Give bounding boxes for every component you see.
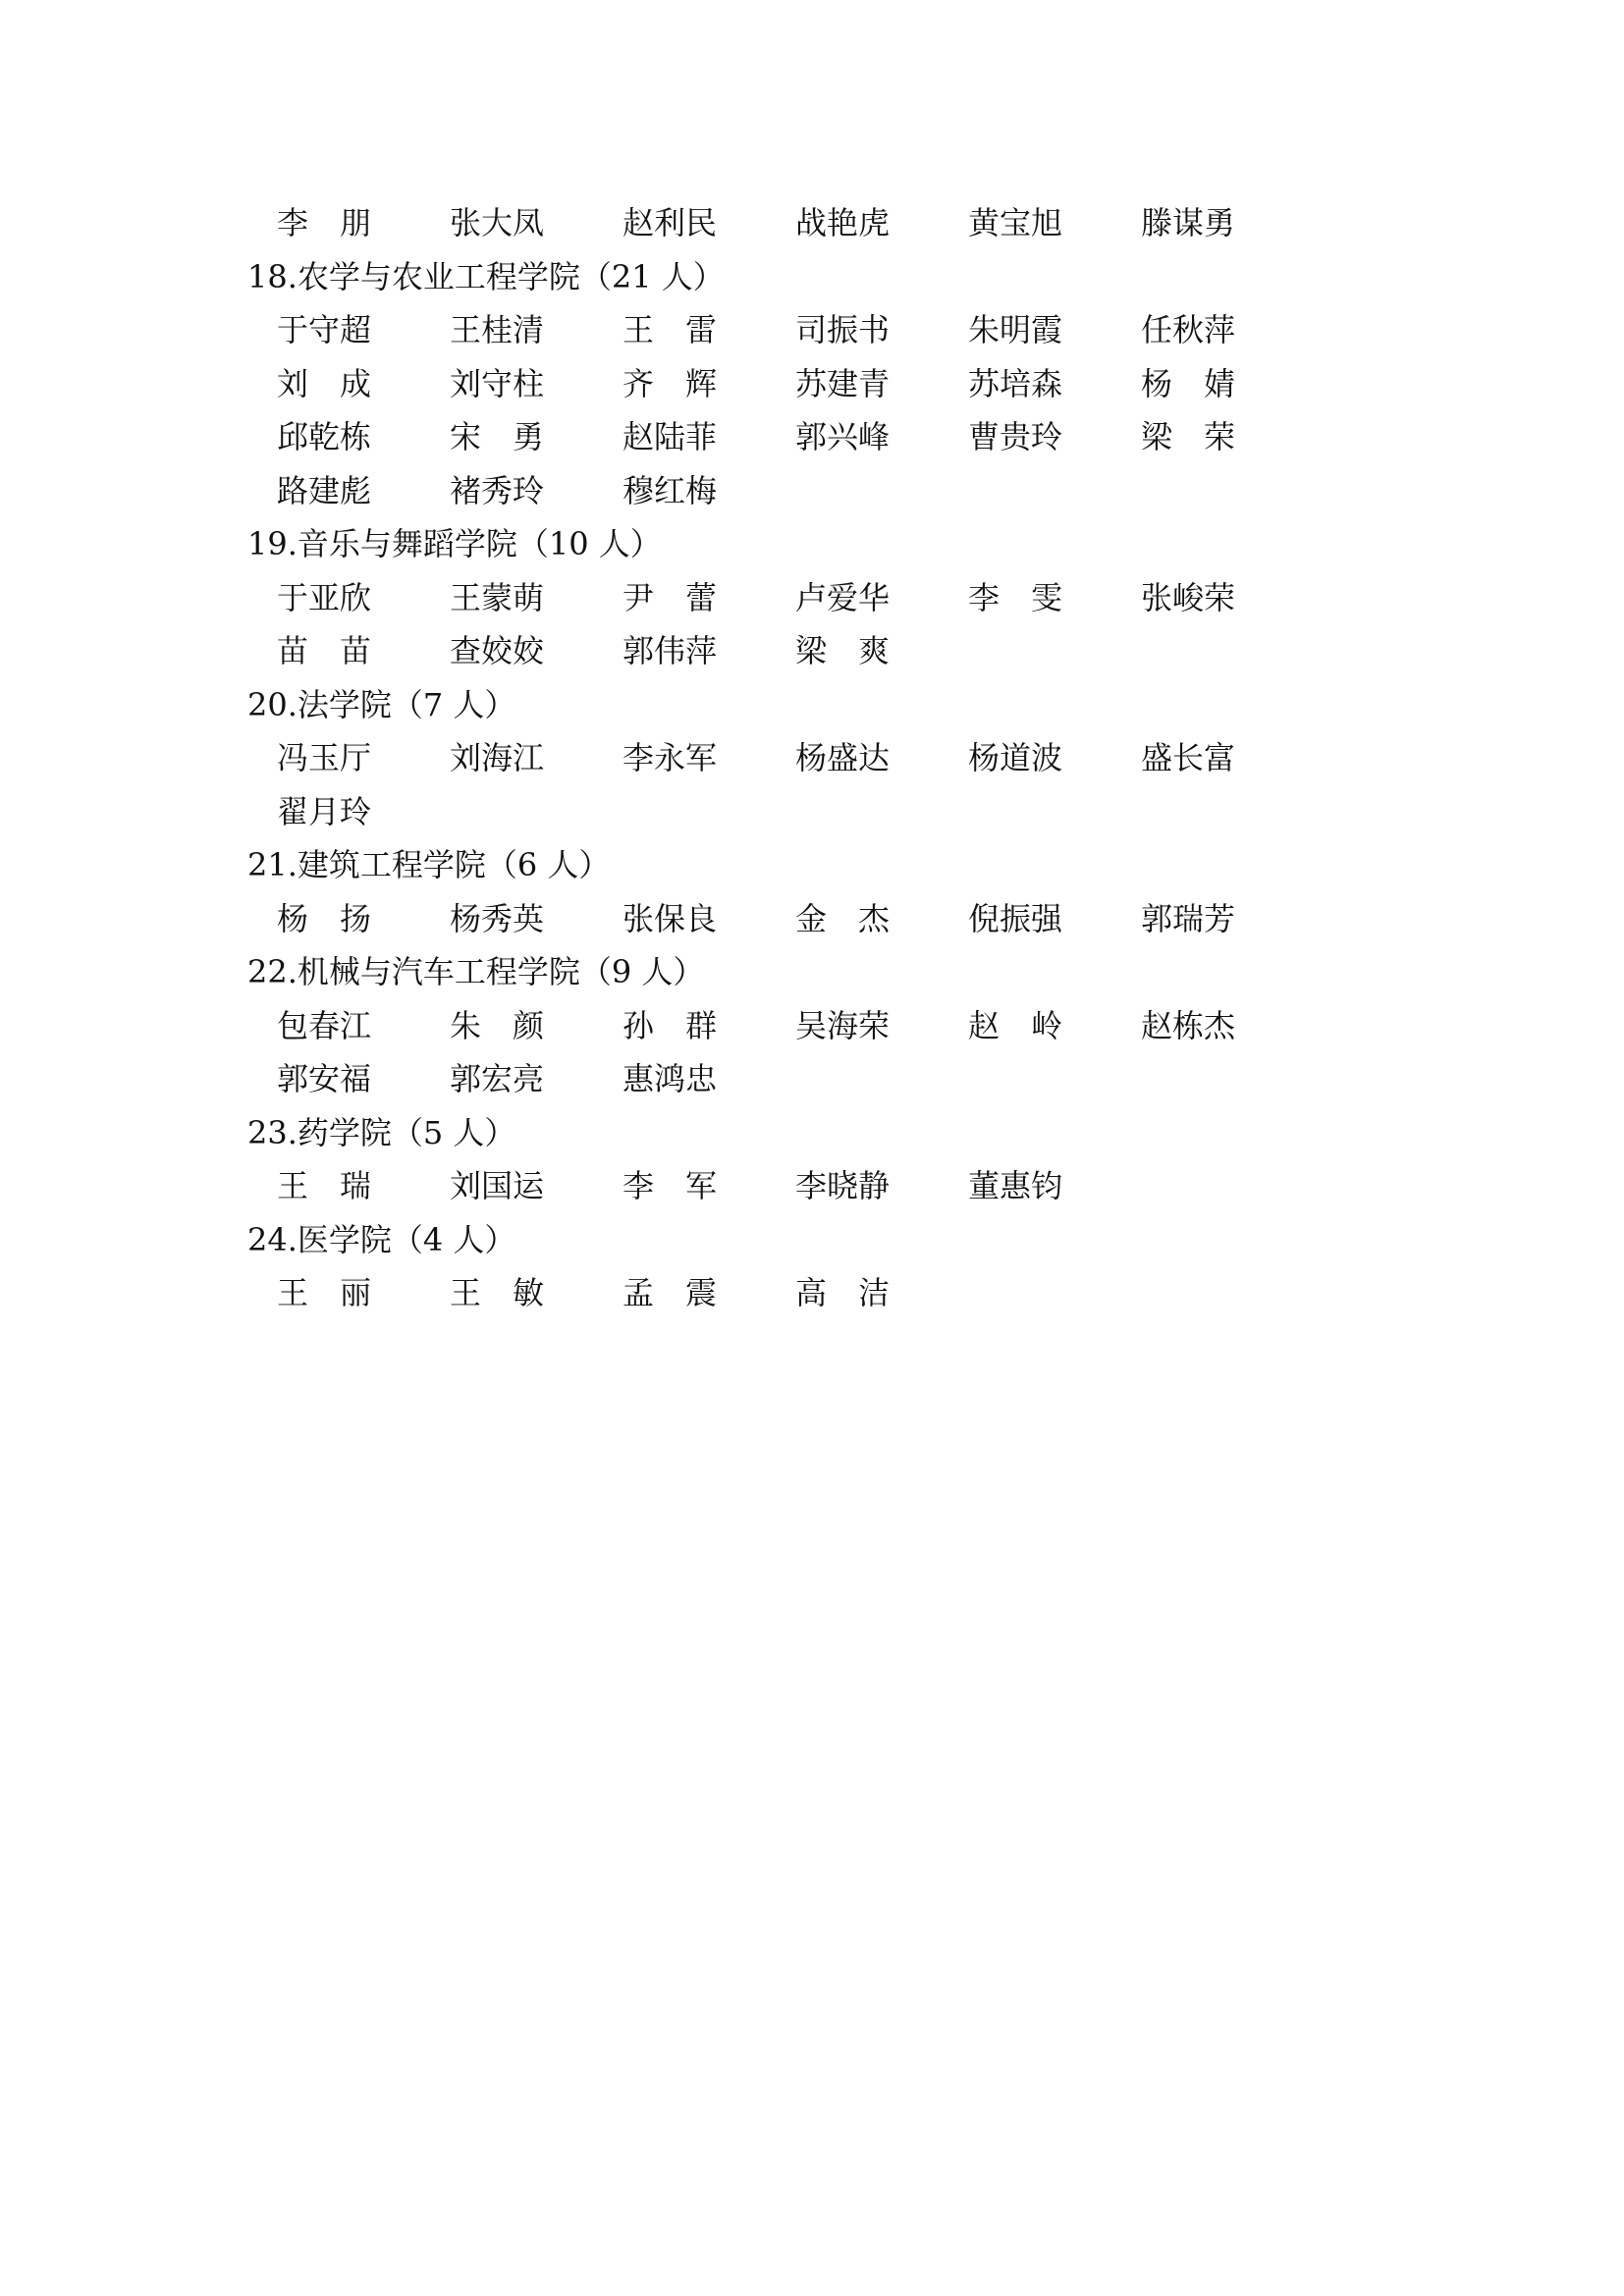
name-row	[277, 196, 1337, 249]
person-name: 朱明霞	[968, 311, 1063, 348]
person-name: 苏培森	[968, 364, 1063, 402]
person-name: 孙 群	[623, 1006, 718, 1044]
person-name: 刘国运	[450, 1167, 545, 1204]
person-name: 宋 勇	[450, 418, 545, 455]
person-name: 于守超	[277, 311, 372, 348]
section-heading: 21.建筑工程学院（6 人）	[247, 846, 611, 883]
person-name: 路建彪	[277, 471, 372, 509]
person-name: 卢爱华	[795, 578, 891, 616]
person-name: 刘海江	[450, 739, 545, 776]
person-name: 李 朋	[277, 204, 372, 241]
person-name: 郭瑞芳	[1141, 899, 1236, 937]
person-name: 孟 震	[623, 1274, 718, 1311]
section-heading: 23.药学院（5 人）	[247, 1113, 516, 1151]
person-name: 赵陆菲	[623, 418, 718, 455]
person-name: 黄宝旭	[968, 204, 1063, 241]
person-name: 查姣姣	[450, 632, 545, 669]
section-heading: 22.机械与汽车工程学院（9 人）	[247, 953, 705, 990]
name-row	[277, 357, 1337, 410]
person-name: 曹贵玲	[968, 418, 1063, 455]
person-name: 金 杰	[795, 899, 891, 937]
person-name: 刘守柱	[450, 364, 545, 402]
section-heading: 24.医学院（4 人）	[247, 1220, 516, 1258]
section-heading: 18.农学与农业工程学院（21 人）	[247, 257, 725, 295]
person-name: 盛长富	[1141, 739, 1236, 776]
person-name: 赵利民	[623, 204, 718, 241]
person-name: 杨秀英	[450, 899, 545, 937]
person-name: 战艳虎	[795, 204, 891, 241]
person-name: 杨 扬	[277, 899, 372, 937]
person-name: 赵栋杰	[1141, 1006, 1236, 1044]
name-row	[277, 1159, 1337, 1212]
person-name: 倪振强	[968, 899, 1063, 937]
person-name: 冯玉厅	[277, 739, 372, 776]
person-name: 李 军	[623, 1167, 718, 1204]
name-row	[277, 1266, 1337, 1319]
person-name: 苏建青	[795, 364, 891, 402]
name-row	[277, 303, 1337, 356]
person-name: 张保良	[623, 899, 718, 937]
person-name: 赵 岭	[968, 1006, 1063, 1044]
person-name: 梁 荣	[1141, 418, 1236, 455]
person-name: 刘 成	[277, 364, 372, 402]
name-row	[277, 892, 1337, 945]
name-row	[277, 785, 1337, 838]
person-name: 王 敏	[450, 1274, 545, 1311]
person-name: 郭宏亮	[450, 1060, 545, 1097]
person-name: 穆红梅	[623, 471, 718, 509]
person-name: 杨盛达	[795, 739, 891, 776]
person-name: 李晓静	[795, 1167, 891, 1204]
person-name: 褚秀玲	[450, 471, 545, 509]
person-name: 邱乾栋	[277, 418, 372, 455]
person-name: 张峻荣	[1141, 578, 1236, 616]
name-row	[277, 624, 1337, 677]
person-name: 郭安福	[277, 1060, 372, 1097]
name-row	[277, 1052, 1337, 1105]
name-row	[277, 410, 1337, 463]
person-name: 朱 颜	[450, 1006, 545, 1044]
person-name: 吴海荣	[795, 1006, 891, 1044]
person-name: 王 瑞	[277, 1167, 372, 1204]
person-name: 李永军	[623, 739, 718, 776]
person-name: 张大凤	[450, 204, 545, 241]
person-name: 齐 辉	[623, 364, 718, 402]
name-row	[277, 464, 1337, 517]
section-heading: 20.法学院（7 人）	[247, 685, 516, 723]
person-name: 王桂清	[450, 311, 545, 348]
person-name: 郭伟萍	[623, 632, 718, 669]
person-name: 杨道波	[968, 739, 1063, 776]
person-name: 郭兴峰	[795, 418, 891, 455]
person-name: 尹 蕾	[623, 578, 718, 616]
person-name: 梁 爽	[795, 632, 891, 669]
person-name: 司振书	[795, 311, 891, 348]
person-name: 杨 婧	[1141, 364, 1236, 402]
person-name: 任秋萍	[1141, 311, 1236, 348]
person-name: 于亚欣	[277, 578, 372, 616]
person-name: 王 雷	[623, 311, 718, 348]
section-heading: 19.音乐与舞蹈学院（10 人）	[247, 525, 662, 562]
person-name: 高 洁	[795, 1274, 891, 1311]
person-name: 翟月玲	[277, 792, 372, 830]
person-name: 王蒙萌	[450, 578, 545, 616]
person-name: 李 雯	[968, 578, 1063, 616]
person-name: 包春江	[277, 1006, 372, 1044]
person-name: 苗 苗	[277, 632, 372, 669]
person-name: 董惠钧	[968, 1167, 1063, 1204]
person-name: 王 丽	[277, 1274, 372, 1311]
person-name: 滕谋勇	[1141, 204, 1236, 241]
name-row	[277, 999, 1337, 1052]
person-name: 惠鸿忠	[623, 1060, 718, 1097]
name-row	[277, 731, 1337, 784]
name-row	[277, 571, 1337, 624]
